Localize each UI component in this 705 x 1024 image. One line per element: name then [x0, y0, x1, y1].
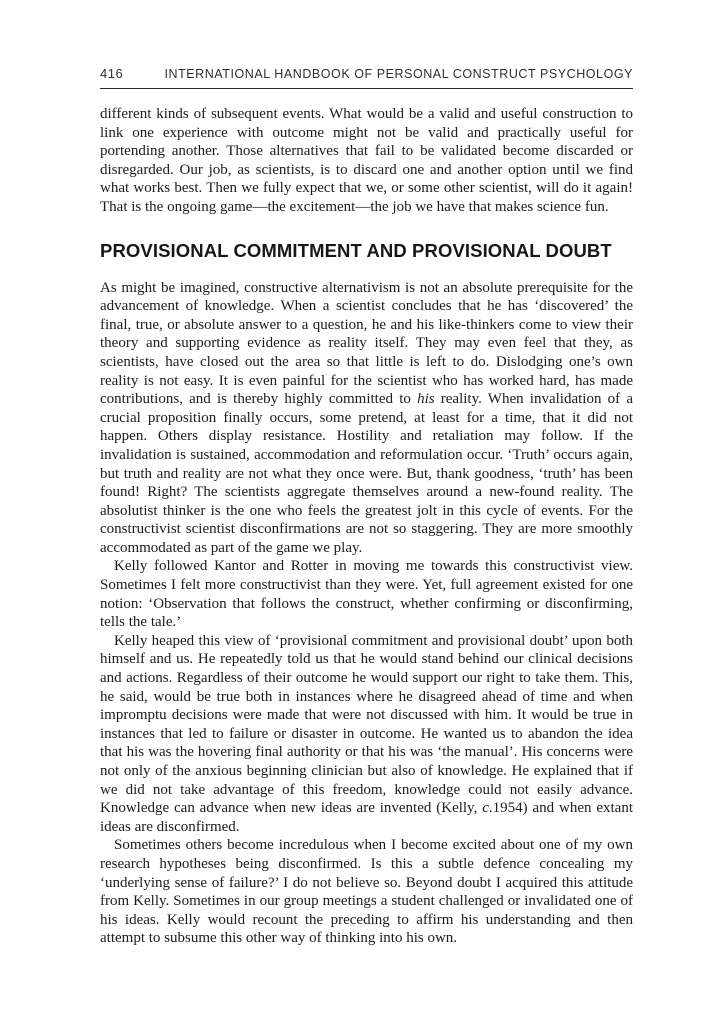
page-body	[100, 105, 633, 948]
paragraph: Sometimes others become incredulous when I become excited about one of my own research hypotheses being disconfirmed. Is this a subtle defence concealing my ‘underlying sense of failure?’ I do not believe so. Beyond doubt I acquired this attitude from Kelly. Sometimes in our group meetings a student challenged or invalidated one of his ideas. Kelly would recount the preceding to affirm his understanding and then attempt to subsume this other way of thinking into his own.	[100, 837, 633, 947]
text-block	[100, 66, 633, 948]
paragraph: Kelly heaped this view of ‘provisional commitment and provisional doubt’ upon both himself and us. He repeatedly told us that he would stand behind our clinical decisions and actions. Regardless of their outcome he would support our right to take them. This, he said, would be true both in instances where he disagreed ahead of time and when impromptu decisions were made that were not discussed with him. It would be true in instances that led to failure or disaster in outcome. He wanted us to abandon the idea that his was the hovering final authority or that his was ‘the manual’. His concerns were not only of the anxious beginning clinician but also of knowledge. He explained that if we did not take advantage of this freedom, knowledge could not easily advance. Knowledge can advance when new ideas are invented (Kelly, c.1954) and when extant ideas are disconfirmed.	[100, 632, 634, 835]
running-head: INTERNATIONAL HANDBOOK OF PERSONAL CONSTRUCT PSYCHOLOGY	[164, 67, 633, 81]
page-header	[100, 66, 633, 89]
italic-text: his	[417, 391, 435, 408]
section-heading: PROVISIONAL COMMITMENT AND PROVISIONAL DOUBT	[100, 239, 612, 261]
paragraph: different kinds of subsequent events. What would be a valid and useful construction to link one experience with outcome might not be valid and practically useful for portending another. Those alternatives that fail to be validated become discarded or disregarded. Our job, as scientists, is to discard one and another option until we find what works best. Then we fully expect that we, or some other scientist, will do it again! That is the ongoing game—the excitement—the job we have that makes science fun.	[100, 106, 633, 215]
italic-text: c	[482, 800, 489, 817]
page-number: 416	[100, 66, 124, 81]
paragraph: Kelly followed Kantor and Rotter in moving me towards this constructivist view. Sometimes I felt more constructivist than they were. Yet, full agreement existed for one notion: ‘Observation that follows the construct, whether confirming or disconfirming, tells the tale.’	[100, 558, 633, 631]
paragraph: As might be imagined, constructive alternativism is not an absolute prerequisite for the advancement of knowledge. When a scientist concludes that he has ‘discovered’ the final, true, or absolute answer to a question, he and his like-thinkers come to view their theory and supporting evidence as reality itself. They may even feel that they, as scientists, have closed out the area so that little is left to do. Dislodging one’s own reality is not easy. It is even painful for the scientist who has worked hard, has made contributions, and is thereby highly committed to his reality. When invalidation of a crucial proposition finally occurs, some pretend, at least for a time, that it did not happen. Others display resistance. Hostility and retaliation may follow. If the invalidation is sustained, accommodation and reformulation occur. ‘Truth’ occurs again, but truth and reality are not what they once were. But, thank goodness, ‘truth’ has been found! Right? The scientists aggregate themselves around a new-found reality. The absolutist thinker is the one who feels the greatest jolt in this cycle of events. For the constructivist scientist disconfirmations are not so staggering. They are more smoothly accommodated as part of the game we play.	[100, 279, 633, 556]
